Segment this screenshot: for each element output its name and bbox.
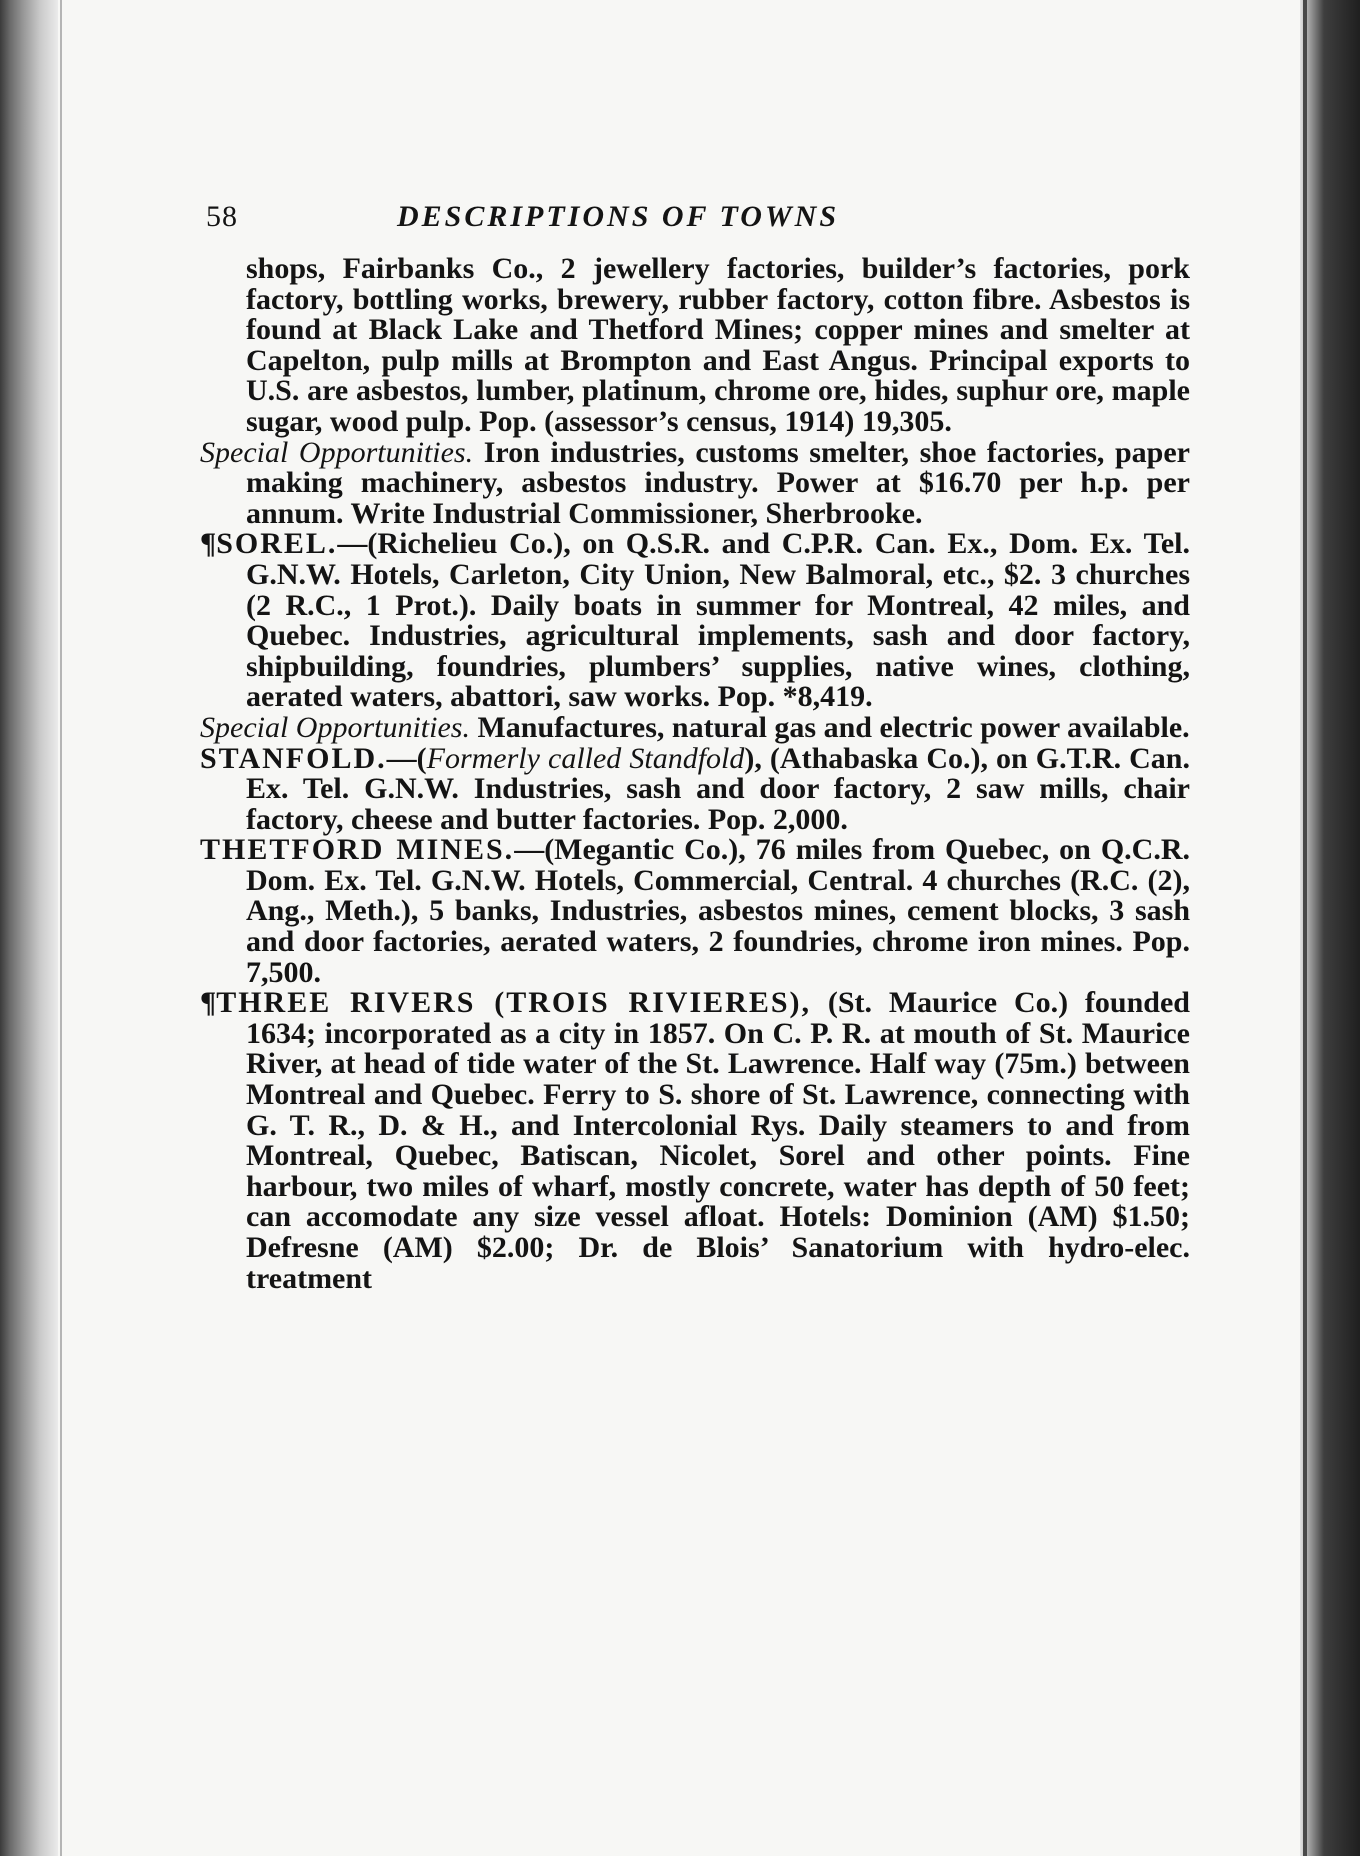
- entry-sherbrooke-continued: [200, 254, 1190, 438]
- text-column: [200, 254, 1190, 1294]
- running-header: [200, 196, 1190, 246]
- running-title: DESCRIPTIONS OF TOWNS: [397, 200, 839, 233]
- entry-text: —(Richelieu Co.), on Q.S.R. and C.P.R. Can. Ex., Dom. Ex. Tel. G.N.W. Hotels, Carleton, City Union, New Balmoral, etc., $2. 3 churches (2 R.C., 1 Prot.). Daily boats in summer for Montreal, 42 miles, and Quebec. Industries, agricultural implements, sash and door factory, shipbuilding, foundries, plumbers’ supplies, native wines, clothing, aerated waters, abattori, saw works. Pop. *8,419.: [246, 527, 1190, 714]
- book-edge-right: [1300, 0, 1360, 1856]
- entry-special-opportunities-sorel: [200, 710, 1190, 744]
- page-edge-shadow: [1303, 0, 1307, 1856]
- gutter-fold-line: [60, 0, 62, 1856]
- town-name: SOREL.: [216, 527, 338, 561]
- entry-stanfold: [200, 741, 1190, 836]
- pilcrow-marker: ¶: [200, 527, 217, 561]
- entry-text: —(Megantic Co.), 76 miles from Quebec, on Q.C.R. Dom. Ex. Tel. G.N.W. Hotels, Commercial, Central. 4 churches (R.C. (2), Ang., Meth.), 5 banks, Industries, asbestos mines, cement blocks, 3 sash and door factories, aerated waters, 2 foundries, chrome iron mines. Pop. 7,500.: [246, 833, 1190, 989]
- town-name: STANFOLD.: [200, 741, 387, 775]
- entry-text: shops, Fairbanks Co., 2 jewellery factories, builder’s factories, pork factory, bottling works, brewery, rubber factory, cotton fibre. Asbestos is found at Black Lake and Thetford Mines; copper mines and smelter at Capelton, pulp mills at Brompton and East Angus. Principal exports to U.S. are asbestos, lumber, platinum, chrome ore, hides, suphur ore, maple sugar, wood pulp. Pop. (assessor’s census, 1914) 19,305.: [246, 252, 1190, 438]
- entry-sorel: [200, 529, 1190, 713]
- entry-text: Iron industries, customs smelter, shoe factories, paper making machinery, asbestos industry. Power at $16.70 per h.p. per annum. Write Industrial Commissioner, Sherbrooke.: [246, 435, 1190, 530]
- entry-special-opportunities-sherbrooke: [200, 435, 1190, 530]
- entry-dash: —(: [386, 741, 427, 775]
- entry-text: (St. Maurice Co.) founded 1634; incorporated as a city in 1857. On C. P. R. at mouth of St. Maurice River, at head of tide water of the St. Lawrence. Half way (75m.) between Montreal and Quebec. Ferry to S. shore of St. Lawrence, connecting with G. T. R., D. & H., and Intercolonial Rys. Daily steamers to and from Montreal, Quebec, Batiscan, Nicolet, Sorel and other points. Fine harbour, two miles of wharf, mostly concrete, water has depth of 50 feet; can accomodate any size vessel afloat. Hotels: Dominion (AM) $1.50; Defresne (AM) $2.00; Dr. de Blois’ Sanatorium with hydro-elec. treatment: [246, 986, 1190, 1295]
- page-number: 58: [206, 200, 238, 233]
- entry-text: Manufactures, natural gas and electric power available.: [477, 710, 1190, 744]
- entry-text: ), (Athabaska Co.), on G.T.R. Can. Ex. Tel. G.N.W. Industries, sash and door factory, 2 saw mills, chair factory, cheese and butter factories. Pop. 2,000.: [246, 741, 1190, 836]
- town-name: THETFORD MINES.: [200, 833, 515, 867]
- entry-italic-note: Formerly called Standfold: [426, 741, 745, 775]
- book-gutter-left: [0, 0, 58, 1856]
- entry-label: Special Opportunities.: [200, 710, 470, 744]
- entry-three-rivers: [200, 988, 1190, 1294]
- entry-label: Special Opportunities.: [200, 435, 474, 469]
- town-name: THREE RIVERS (TROIS RIVIERES),: [216, 986, 811, 1020]
- pilcrow-marker: ¶: [200, 986, 217, 1020]
- entry-thetford-mines: [200, 835, 1190, 988]
- page-body: [200, 196, 1190, 1294]
